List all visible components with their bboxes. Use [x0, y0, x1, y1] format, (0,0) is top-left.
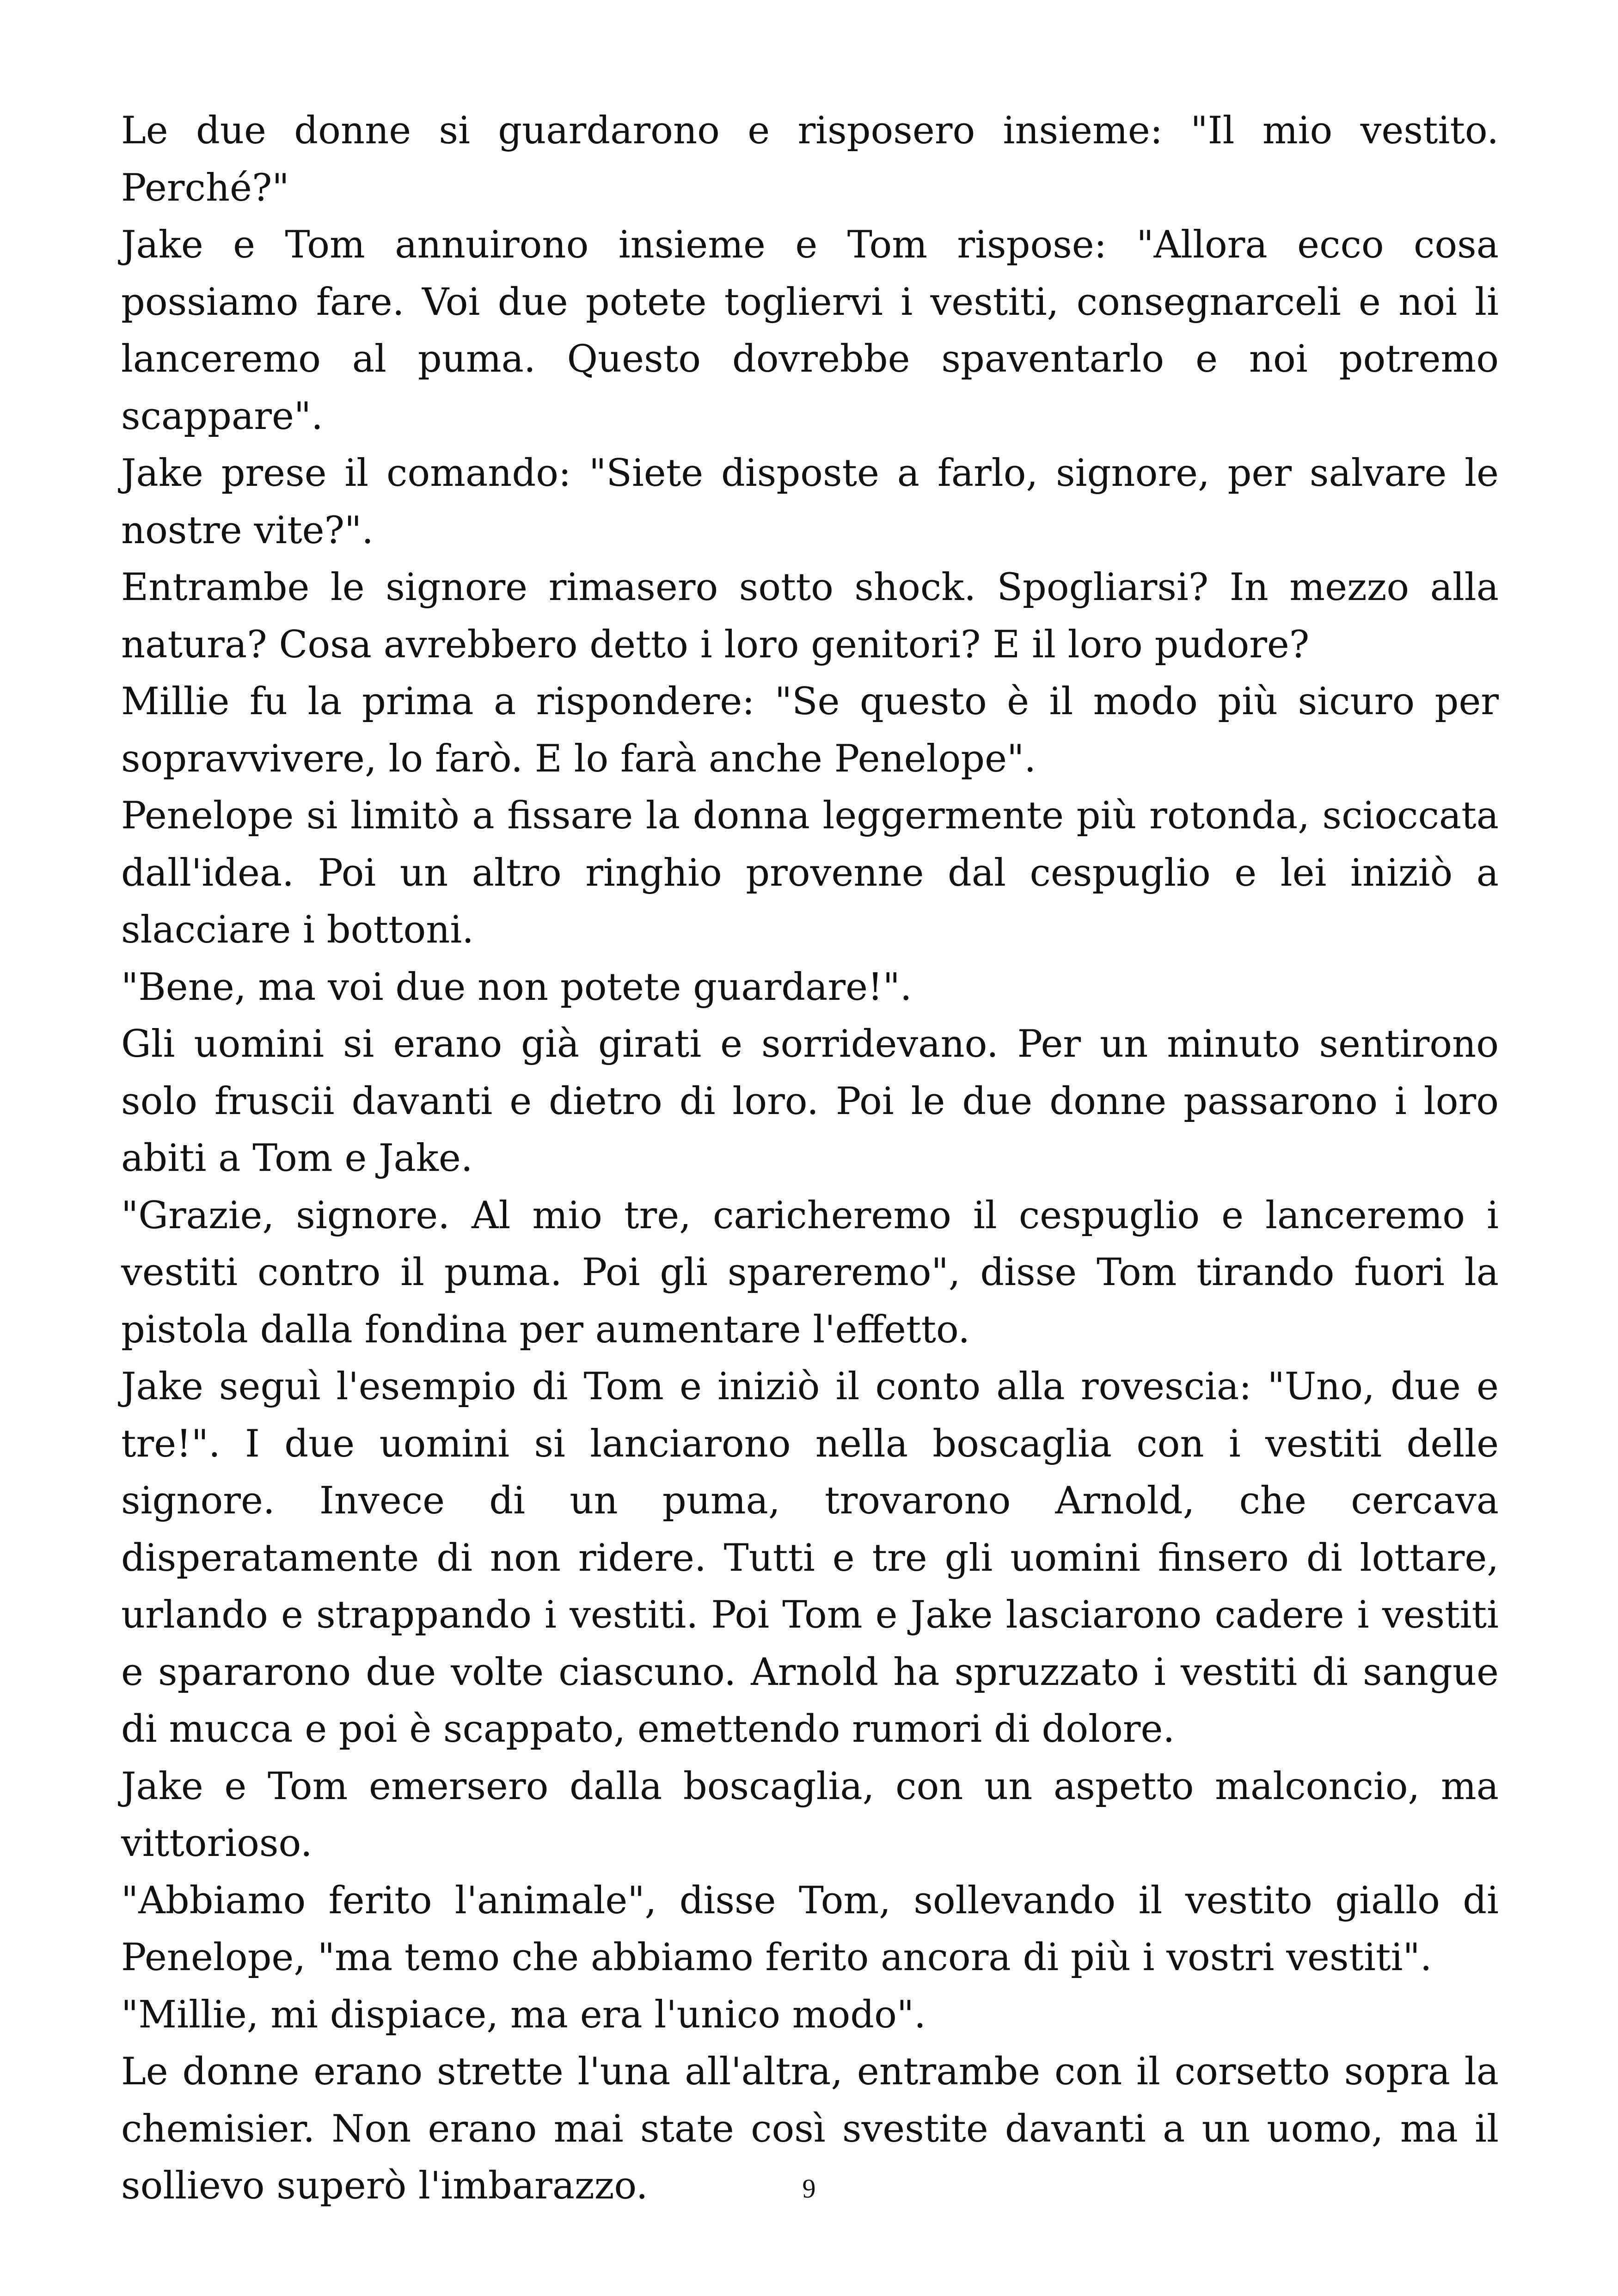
body-text [121, 103, 1499, 2215]
paragraph: "Abbiamo ferito l'animale", disse Tom, sollevando il vestito giallo di Penelope, "ma temo che abbiamo ferito ancora di più i vostri vestiti". [121, 1879, 1499, 1979]
paragraph: Jake e Tom emersero dalla boscaglia, con un aspetto malconcio, ma vittorioso. [121, 1764, 1499, 1865]
paragraph: "Grazie, signore. Al mio tre, caricheremo il cespuglio e lanceremo i vestiti contro il puma. Poi gli spareremo", disse Tom tirando fuori la pistola dalla fondina per aumentare l'effetto. [121, 1194, 1499, 1352]
paragraph: Jake seguì l'esempio di Tom e iniziò il conto alla rovescia: "Uno, due e tre!". I due uomini si lanciarono nella boscaglia con i vestiti delle signore. Invece di un puma, trovarono Arnold, che cercava disperatamente di non ridere. Tutti e tre gli uomini finsero di lottare, urlando e strappando i vestiti. Poi Tom e Jake lasciarono cadere i vestiti e spararono due volte ciascuno. Arnold ha spruzzato i vestiti di sangue di mucca e poi è scappato, emettendo rumori di dolore. [121, 1365, 1499, 1751]
paragraph: Jake e Tom annuirono insieme e Tom rispose: "Allora ecco cosa possiamo fare. Voi due potete togliervi i vestiti, consegnarceli e noi li lanceremo al puma. Questo dovrebbe spaventarlo e noi potremo scappare". [121, 223, 1499, 438]
paragraph: Le donne erano strette l'una all'altra, entrambe con il corsetto sopra la chemisier. Non erano mai state così svestite davanti a un uomo, ma il sollievo superò l'imbarazzo. [121, 2050, 1499, 2208]
paragraph: Penelope si limitò a fissare la donna leggermente più rotonda, scioccata dall'idea. Poi un altro ringhio provenne dal cespuglio e lei iniziò a slacciare i bottoni. [121, 794, 1499, 952]
paragraph: "Bene, ma voi due non potete guardare!". [121, 965, 912, 1009]
paragraph: "Millie, mi dispiace, ma era l'unico modo". [121, 1993, 926, 2037]
paragraph: Le due donne si guardarono e risposero insieme: "Il mio vestito. Perché?" [121, 109, 1499, 210]
paragraph: Millie fu la prima a rispondere: "Se questo è il modo più sicuro per sopravvivere, lo farò. E lo farà anche Penelope". [121, 680, 1499, 781]
paragraph: Jake prese il comando: "Siete disposte a farlo, signore, per salvare le nostre vite?". [121, 452, 1499, 552]
paragraph: Gli uomini si erano già girati e sorridevano. Per un minuto sentirono solo fruscii davanti e dietro di loro. Poi le due donne passarono i loro abiti a Tom e Jake. [121, 1022, 1499, 1180]
page-number: 9 [802, 2174, 816, 2204]
paragraph: Entrambe le signore rimasero sotto shock. Spogliarsi? In mezzo alla natura? Cosa avrebbero detto i loro genitori? E il loro pudore? [121, 566, 1499, 667]
